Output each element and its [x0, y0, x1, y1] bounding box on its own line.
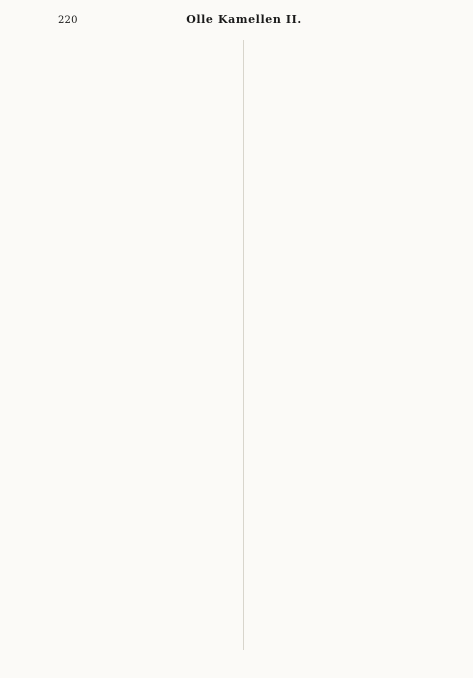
right-text-column	[248, 40, 430, 650]
page-number: 220	[58, 15, 78, 26]
left-text-column	[58, 40, 240, 650]
body-text	[58, 40, 430, 650]
page-header	[58, 12, 430, 32]
column-divider	[243, 40, 244, 650]
running-title: Olle Kamellen II.	[186, 13, 302, 26]
